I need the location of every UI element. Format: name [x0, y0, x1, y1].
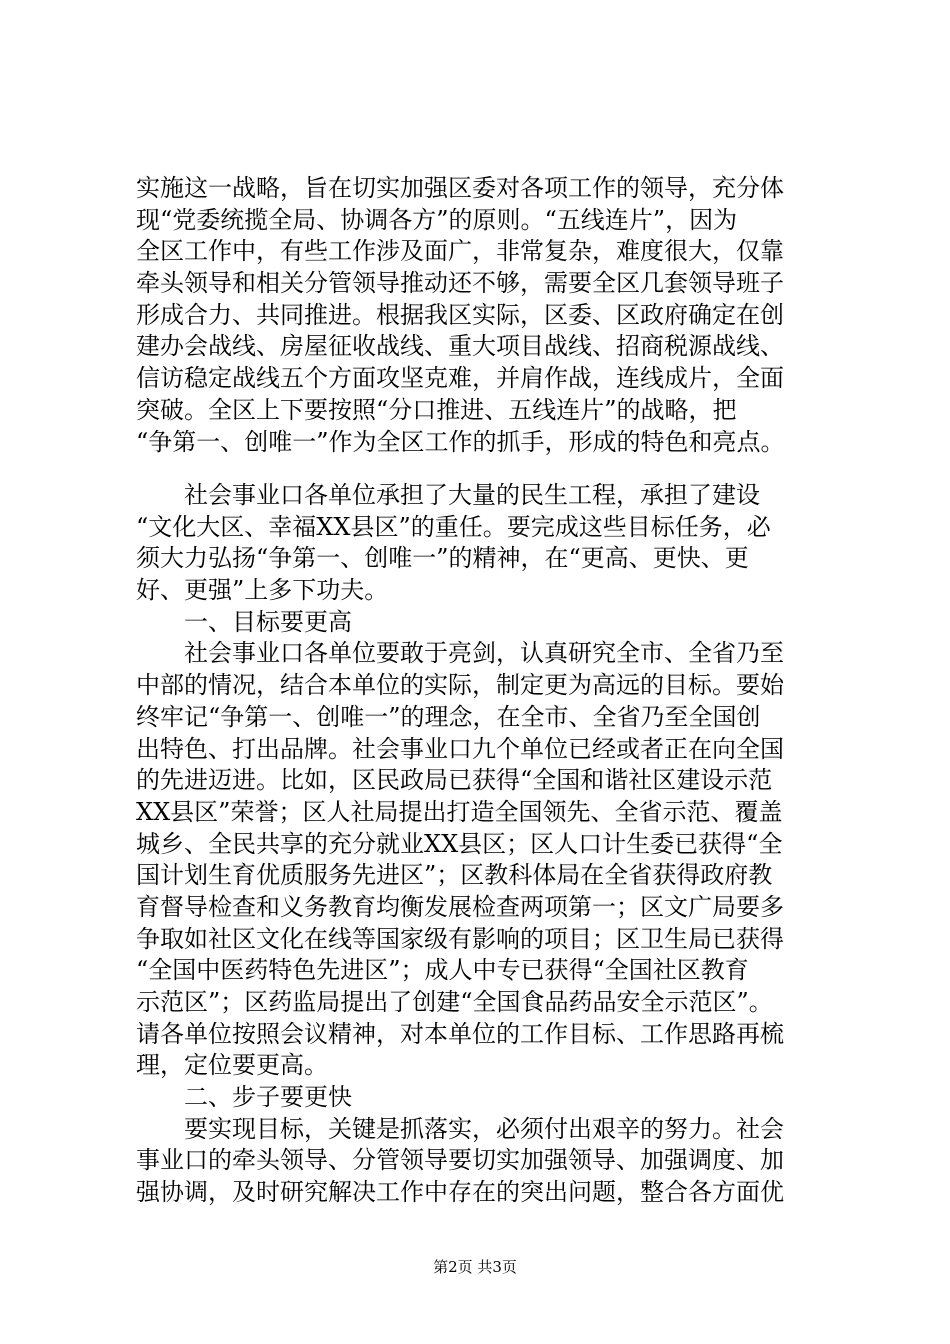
text-line: “争第一、创唯一”作为全区工作的抓手，形成的特色和亮点。	[136, 427, 785, 456]
text-line: “全国中医药特色先进区”；成人中专已获得“全国社区教育	[136, 956, 749, 985]
text-line: 中部的情况，结合本单位的实际，制定更为高远的目标。要始	[136, 671, 784, 700]
text-line: 形成合力、共同推进。根据我区实际，区委、区政府确定在创	[136, 300, 784, 329]
text-line: 突破。全区上下要按照“分口推进、五线连片”的战略，把	[136, 395, 737, 424]
text-line: 理，定位要更高。	[136, 1051, 328, 1080]
page-footer: 第2页 共3页	[433, 1258, 517, 1276]
text-line: 牵头领导和相关分管领导推动还不够，需要全区几套领导班子	[136, 269, 784, 298]
text-line: 事业口的牵头领导、分管领导要切实加强领导、加强调度、加	[136, 1146, 784, 1175]
text-line: 二、步子要更快	[136, 1083, 352, 1112]
text-line: 社会事业口各单位承担了大量的民生工程，承担了建设	[136, 481, 760, 509]
paragraph-strategy	[136, 173, 836, 458]
text-line: XX县区”荣誉；区人社局提出打造全国领先、全省示范、覆盖	[136, 797, 783, 826]
text-line: 社会事业口各单位要敢于亮剑，认真研究全市、全省乃至	[136, 639, 784, 668]
text-line: 强协调，及时研究解决工作中存在的突出问题，整合各方面优	[136, 1178, 784, 1207]
text-line: 全区工作中，有些工作涉及面广，非常复杂，难度很大，仅靠	[136, 237, 784, 266]
text-line: “文化大区、幸福XX县区”的重任。要完成这些目标任务，必	[136, 512, 771, 541]
text-line: 实施这一战略，旨在切实加强区委对各项工作的领导，充分体	[136, 174, 784, 202]
text-line: 争取如社区文化在线等国家级有影响的项目；区卫生局已获得	[136, 924, 784, 953]
text-line: 出特色、打出品牌。社会事业口九个单位已经或者正在向全国	[136, 734, 784, 763]
text-line: 现“党委统揽全局、协调各方”的原则。“五线连片”，因为	[136, 205, 738, 234]
paragraph-social-affairs	[136, 480, 836, 1209]
text-line: 的先进迈进。比如，区民政局已获得“全国和谐社区建设示范	[136, 766, 773, 795]
text-line: 示范区”；区药监局提出了创建“全国食品药品安全示范区”。	[136, 988, 773, 1016]
text-line: 国计划生育优质服务先进区”；区教科体局在全省获得政府教	[136, 861, 773, 890]
text-line: 请各单位按照会议精神，对本单位的工作目标、工作思路再梳	[136, 1019, 784, 1048]
text-line: 育督导检查和义务教育均衡发展检查两项第一；区文广局要多	[136, 892, 784, 921]
text-line: 城乡、全民共享的充分就业XX县区；区人口计生委已获得“全	[136, 829, 783, 858]
text-line: 须大力弘扬“争第一、创唯一”的精神，在“更高、更快、更	[136, 544, 749, 573]
text-line: 终牢记“争第一、创唯一”的理念，在全市、全省乃至全国创	[136, 702, 761, 731]
text-line: 一、目标要更高	[136, 607, 352, 636]
text-line: 信访稳定战线五个方面攻坚克难，并肩作战，连线成片，全面	[136, 364, 784, 393]
text-line: 要实现目标，关键是抓落实，必须付出艰辛的努力。社会	[136, 1114, 784, 1143]
text-line: 好、更强”上多下功夫。	[136, 576, 389, 605]
text-line: 建办会战线、房屋征收战线、重大项目战线、招商税源战线、	[136, 332, 784, 361]
